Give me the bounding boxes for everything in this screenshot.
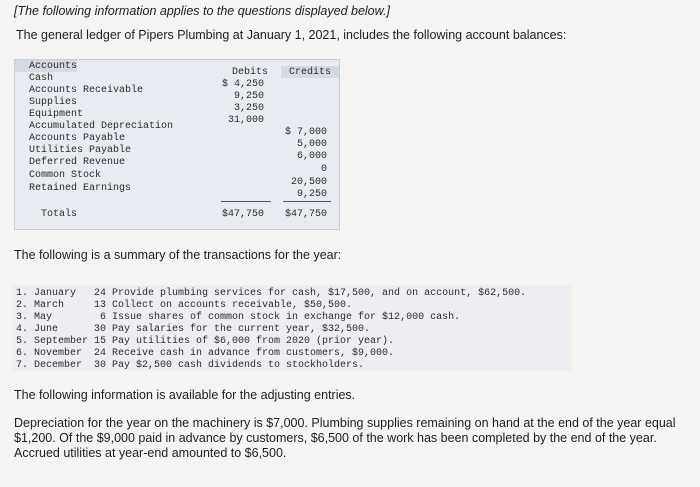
adjusting-line: Accrued utilities at year-end amounted to $6,500. [14,446,287,460]
total-credit: $47,750 [284,209,327,220]
transactions-list [12,285,572,371]
ledger-row: Common Stock [29,170,102,181]
total-debit: $47,750 [221,209,264,220]
credit-value: 20,500 [290,177,327,188]
summary-title: The following is a summary of the transactions for the year: [14,248,342,262]
credit-value: $ 7,000 [284,127,327,138]
credit-total-rule [283,201,331,202]
adjusting-title: The following information is available for the adjusting entries. [14,388,356,402]
ledger-row: Retained Earnings [29,183,132,194]
ledger-table [14,59,340,230]
list-item: 5. September 15 Pay utilities of $6,000 from 2020 (prior year). [16,336,395,347]
ledger-row: Accounts Receivable [29,85,144,96]
ledger-row: Equipment [29,109,84,120]
totals-label: Totals [41,209,78,220]
credits-column-header: Credits [288,67,331,78]
debit-value: 3,250 [233,103,264,114]
debit-total-rule [221,201,271,202]
debit-value: 9,250 [233,91,264,102]
debits-column-header: Debits [231,67,268,78]
credit-value: 0 [320,164,327,175]
debit-value: 31,000 [227,115,264,126]
accounts-column-header: Accounts [29,61,78,72]
credit-value: 6,000 [296,151,327,162]
list-item: 2. March 13 Collect on accounts receivable, $50,500. [16,300,353,311]
adjusting-line: $1,200. Of the $9,000 paid in advance by customers, $6,500 of the work has been completed by the end of the year. [14,431,657,445]
credit-value: 5,000 [296,139,327,150]
list-item: 6. November 24 Receive cash in advance from customers, $9,000. [16,348,395,359]
adjusting-line: Depreciation for the year on the machinery is $7,000. Plumbing supplies remaining on hand at the end of the year equal [14,416,676,430]
adjusting-text [14,416,700,461]
ledger-row: Cash [29,73,54,84]
ledger-row: Supplies [29,97,78,108]
ledger-row: Deferred Revenue [29,157,126,168]
list-item: 4. June 30 Pay salaries for the current year, $32,500. [16,324,371,335]
instruction-note: [The following information applies to the questions displayed below.] [14,4,390,18]
credit-value: 9,250 [296,189,327,200]
list-item: 7. December 30 Pay $2,500 cash dividends to stockholders. [16,360,365,371]
ledger-row: Accounts Payable [29,133,126,144]
ledger-row: Utilities Payable [29,145,132,156]
debit-value: $ 4,250 [221,79,264,90]
list-item: 1. January 24 Provide plumbing services for cash, $17,500, and on account, $62,500. [16,288,527,299]
intro-text: The general ledger of Pipers Plumbing at January 1, 2021, includes the following account balances: [16,28,567,42]
ledger-row: Accumulated Depreciation [29,121,174,132]
list-item: 3. May 6 Issue shares of common stock in exchange for $12,000 cash. [16,312,461,323]
